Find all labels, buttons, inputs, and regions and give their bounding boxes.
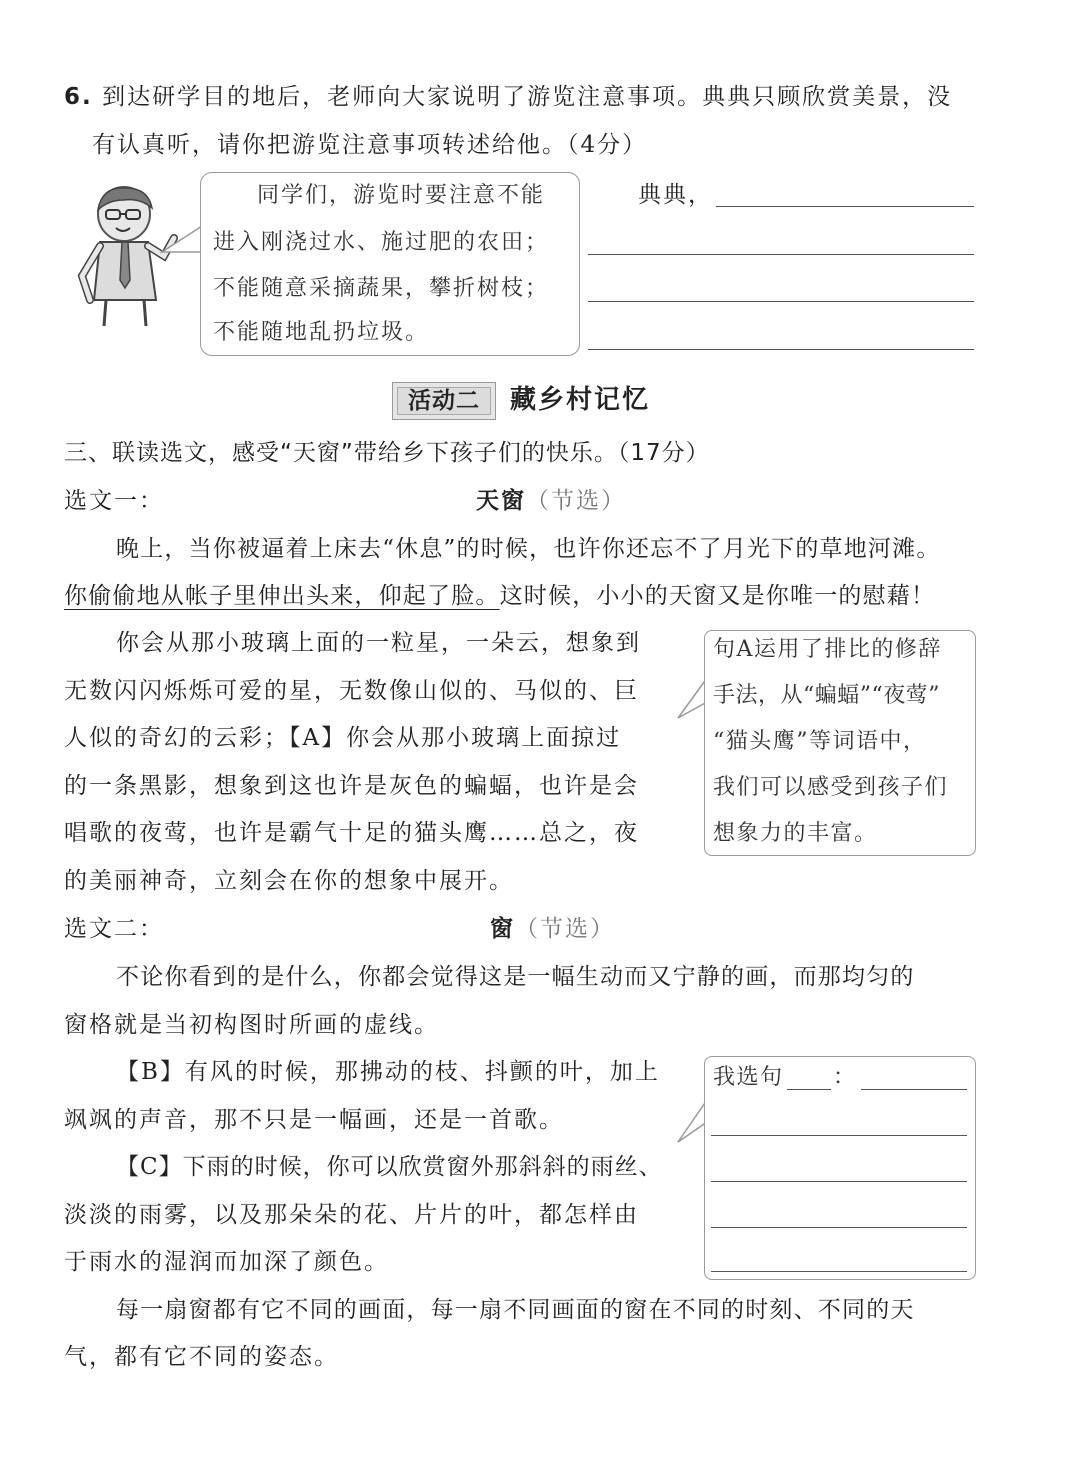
answer-box-line-3[interactable] xyxy=(711,1181,967,1182)
answer-line-1[interactable] xyxy=(716,206,974,207)
text2-line-3: 【B】有风的时候，那拂动的枝、抖颤的叶，加上 xyxy=(116,1059,660,1085)
text2-line-8: 每一扇窗都有它不同的画面，每一扇不同画面的窗在不同的时刻、不同的天 xyxy=(116,1297,915,1323)
answer-box-sentence-blank[interactable] xyxy=(787,1089,831,1090)
answer-box-line-2[interactable] xyxy=(711,1135,967,1136)
text2-line-2: 窗格就是当初构图时所画的虚线。 xyxy=(64,1012,439,1038)
text1-line-3: 你会从那小玻璃上面的一粒星，一朵云，想象到 xyxy=(116,630,641,656)
speech-bubble-tail xyxy=(160,222,204,262)
activity-tag-label: 活动二 xyxy=(408,388,480,414)
speech-line-2: 进入刚浇过水、施过肥的农田； xyxy=(213,230,550,255)
underlined-sentence: 你偷偷地从帐子里伸出头来，仰起了脸。 xyxy=(64,583,500,609)
speech-line-4: 不能随地乱扔垃圾。 xyxy=(213,320,430,345)
text1-line-6: 的一条黑影，想象到这也许是灰色的蝙蝠，也许是会 xyxy=(64,773,639,799)
text2-note: （节选） xyxy=(515,916,615,942)
activity-title: 藏乡村记忆 xyxy=(510,385,651,415)
answer-box-line-5[interactable] xyxy=(711,1271,967,1272)
text1-heading xyxy=(476,486,626,516)
answer-line-2[interactable] xyxy=(588,254,974,255)
text1-title: 天窗 xyxy=(476,488,526,514)
text2-line-5: 【C】下雨的时候，你可以欣赏窗外那斜斜的雨丝、 xyxy=(116,1154,663,1180)
text1-line-1: 晚上，当你被逼着上床去“休息”的时候，也许你还忘不了月光下的草地河滩。 xyxy=(116,536,941,562)
text2-label: 选文二： xyxy=(64,916,164,942)
question-6-line-1 xyxy=(64,82,952,112)
answer-box-colon: ： xyxy=(833,1065,858,1090)
text1-line-5: 人似的奇幻的云彩；【A】你会从那小玻璃上面掠过 xyxy=(64,725,622,751)
activity-tag xyxy=(392,382,496,420)
text1-note: （节选） xyxy=(526,488,626,514)
text2-title: 窗 xyxy=(490,916,515,942)
side-note-line-3: “猫头鹰”等词语中， xyxy=(713,729,927,754)
text2-line-7: 于雨水的湿润而加深了颜色。 xyxy=(64,1249,389,1275)
side-note-line-2: 手法，从“蝙蝠”“夜莺” xyxy=(713,683,940,708)
speech-bubble xyxy=(200,172,580,356)
answer-prefix: 典典， xyxy=(638,182,713,208)
answer-line-3[interactable] xyxy=(588,301,974,302)
question-6-line-2: 有认真听，请你把游览注意事项转述给他。（4分） xyxy=(92,132,648,158)
side-note-box xyxy=(704,630,976,856)
text1-line-4: 无数闪闪烁烁可爱的星，无数像山似的、马似的、巨 xyxy=(64,678,639,704)
text1-line-8: 的美丽神奇，立刻会在你的想象中展开。 xyxy=(64,868,514,894)
side-note-line-1: 句A运用了排比的修辞 xyxy=(713,637,942,662)
side-note-line-5: 想象力的丰富。 xyxy=(713,821,878,846)
question-6-text: 到达研学目的地后，老师向大家说明了游览注意事项。典典只顾欣赏美景，没 xyxy=(102,84,953,110)
side-note-line-4: 我们可以感受到孩子们 xyxy=(713,775,949,800)
text2-line-4: 飒飒的声音，那不只是一幅画，还是一首歌。 xyxy=(64,1107,564,1133)
answer-box-prefix: 我选句 xyxy=(713,1065,784,1090)
text2-heading xyxy=(490,914,615,944)
text1-label: 选文一： xyxy=(64,488,164,514)
text1-line-2-rest: 这时候，小小的天窗又是你唯一的慰藉！ xyxy=(499,583,936,609)
section-heading: 三、联读选文，感受“天窗”带给乡下孩子们的快乐。（17分） xyxy=(64,440,710,466)
text2-line-9: 气，都有它不同的姿态。 xyxy=(64,1344,339,1370)
question-number: 6. xyxy=(64,84,93,110)
answer-box xyxy=(704,1056,976,1280)
text2-line-6: 淡淡的雨雾，以及那朵朵的花、片片的叶，都怎样由 xyxy=(64,1202,639,1228)
text1-line-2 xyxy=(64,581,935,611)
text1-line-7: 唱歌的夜莺，也许是霸气十足的猫头鹰……总之，夜 xyxy=(64,820,639,846)
answer-box-line-1[interactable] xyxy=(861,1089,967,1090)
answer-box-line-4[interactable] xyxy=(711,1227,967,1228)
text2-line-1: 不论你看到的是什么，你都会觉得这是一幅生动而又宁静的画，而那均匀的 xyxy=(116,964,915,990)
answer-line-4[interactable] xyxy=(588,349,974,350)
speech-line-1: 同学们，游览时要注意不能 xyxy=(257,183,546,208)
speech-line-3: 不能随意采摘蔬果，攀折树枝； xyxy=(213,276,550,301)
